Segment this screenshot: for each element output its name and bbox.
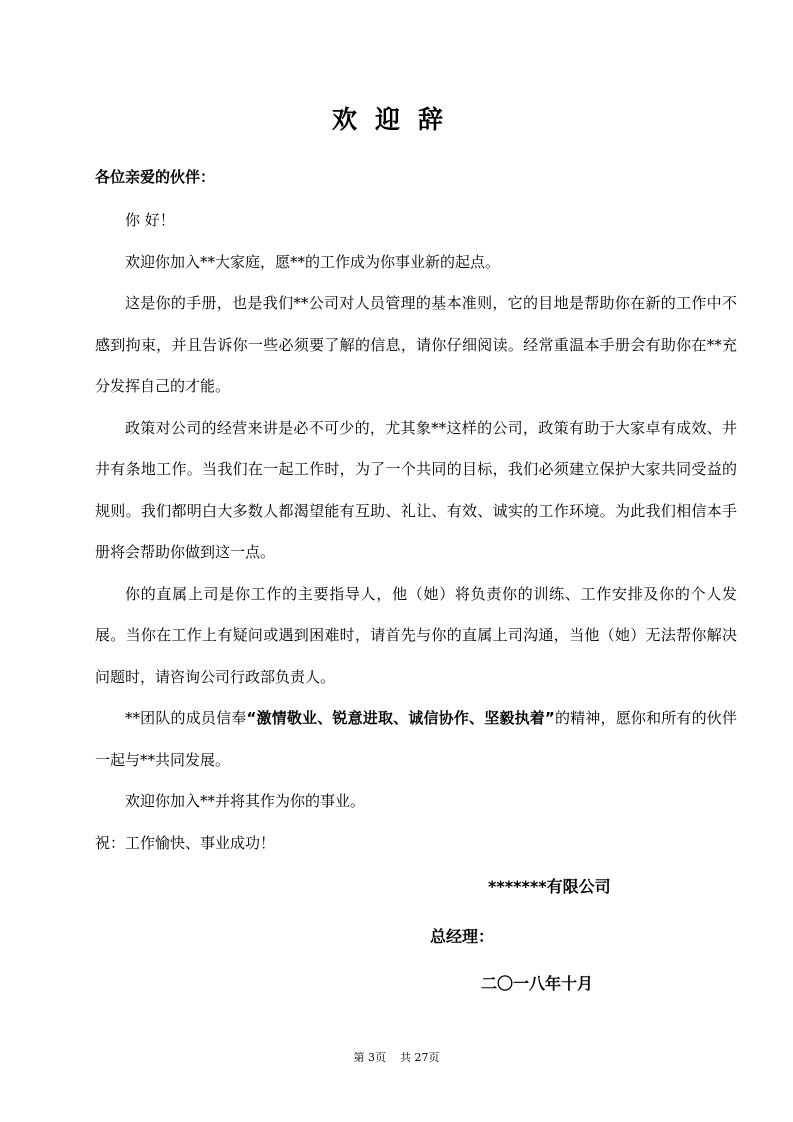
paragraph-handbook: 这是你的手册，也是我们**公司对人员管理的基本准则，它的目地是帮助你在新的工作中不感到拘束，并且告诉你一些必须要了解的信息，请你仔细阅读。经常重温本手册会有助你在**充分发挥自己的才能。	[95, 294, 737, 395]
page-title: 欢迎辞	[331, 105, 461, 134]
team-values-outro: 的精神，愿你和所有的伙伴一起与**共同发展。	[95, 709, 737, 769]
paragraph-supervisor: 你的直属上司是你工作的主要指导人，他（她）将负责你的训练、工作安排及你的个人发展。当你在工作上有疑问或遇到困难时，请首先与你的直属上司沟通，当他（她）无法帮你解决问题时，请咨询公司行政部负责人。	[95, 584, 737, 686]
paragraph-policy: 政策对公司的经营来讲是必不可少的，尤其象**这样的公司，政策有助于大家卓有成效、井井有条地工作。当我们在一起工作时，为了一个共同的目标，我们必须建立保护大家共同受益的规则。我们都明白大多数人都渴望能有互助、礼让、有效、诚实的工作环境。为此我们相信本手册将会帮助你做到这一点。	[95, 418, 737, 561]
greeting: 你 好！	[125, 211, 175, 229]
salutation: 各位亲爱的伙伴：	[95, 168, 216, 186]
team-values-intro: **团队的成员信奉	[125, 709, 247, 727]
team-values-motto: “激情敬业、锐意进取、诚信协作、坚毅执着”	[246, 709, 555, 727]
letter-body	[95, 200, 737, 864]
general-manager-label: 总经理：	[430, 927, 495, 946]
paragraph-team-values	[95, 698, 737, 781]
paragraph-career: 欢迎你加入**并将其作为你的事业。	[125, 792, 366, 810]
company-name: *******有限公司	[488, 877, 611, 896]
letter-date: 二〇一八年十月	[481, 974, 594, 993]
page-number-footer: 第 3页 共 27页	[353, 1051, 440, 1064]
paragraph-welcome: 欢迎你加入**大家庭，愿**的工作成为你事业新的起点。	[125, 252, 501, 271]
closing-wish: 祝：工作愉快、事业成功！	[95, 833, 276, 852]
